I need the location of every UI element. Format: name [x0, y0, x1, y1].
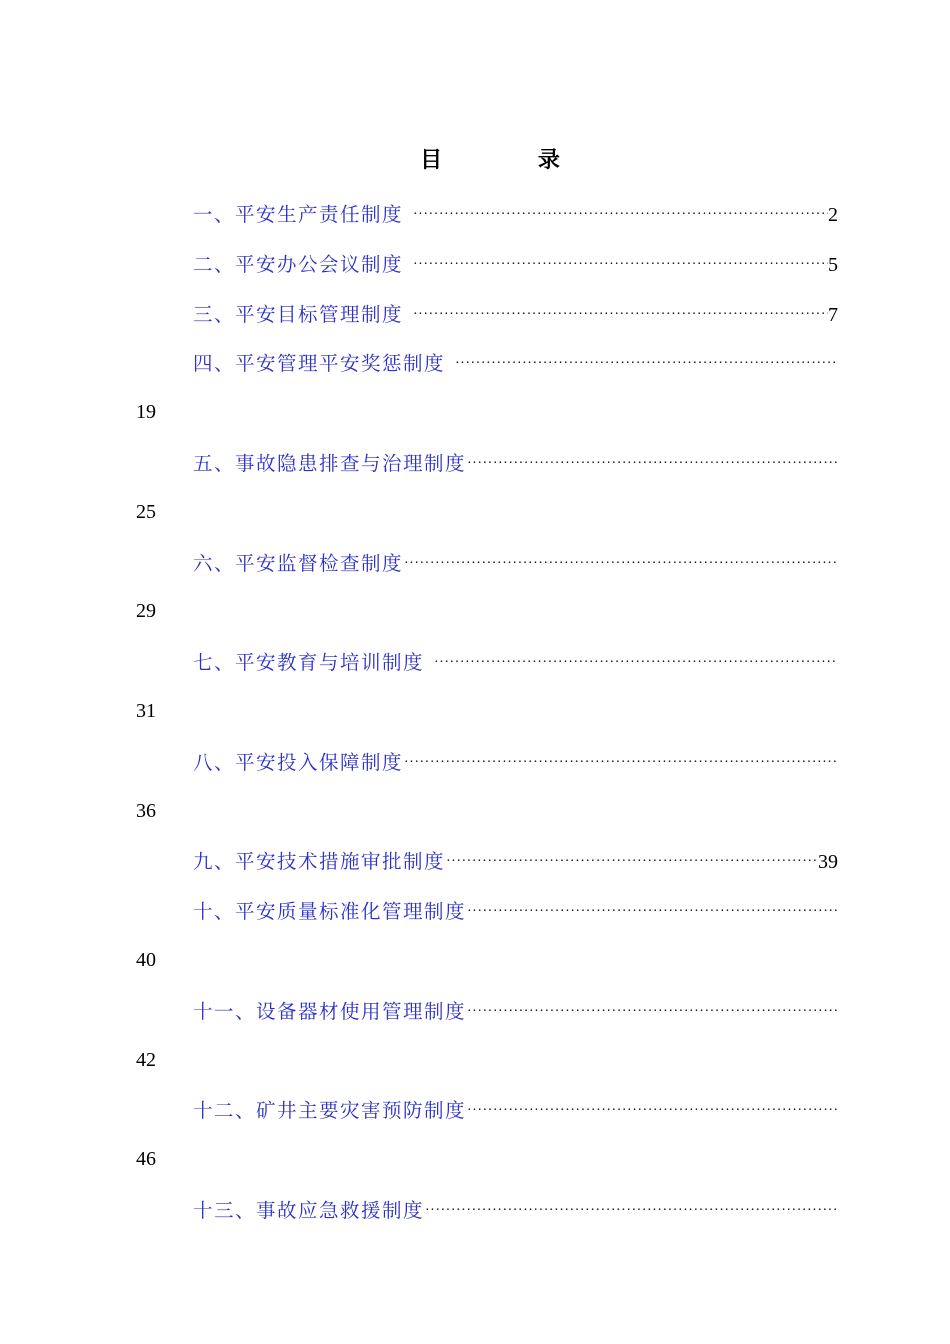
toc-row — [0, 790, 950, 840]
toc-page-number: 7 — [828, 303, 838, 326]
toc-page-number: 25 — [136, 500, 156, 523]
toc-dot-leader — [455, 354, 838, 374]
toc-list — [0, 192, 950, 1238]
toc-entry[interactable] — [193, 1194, 838, 1224]
toc-entry[interactable] — [193, 547, 838, 577]
toc-row — [0, 491, 950, 541]
toc-entry-label[interactable]: 五、事故隐患排查与治理制度 — [193, 451, 467, 475]
toc-entry[interactable] — [193, 995, 838, 1025]
toc-row — [0, 391, 950, 441]
toc-dot-leader — [467, 454, 838, 474]
toc-entry-label[interactable]: 二、平安办公会议制度 — [193, 252, 404, 276]
toc-row — [0, 889, 950, 939]
toc-entry[interactable] — [193, 845, 838, 875]
toc-entry[interactable] — [193, 447, 838, 477]
toc-entry-label[interactable]: 一、平安生产责任制度 — [193, 203, 404, 226]
toc-page-number: 40 — [136, 948, 156, 971]
toc-row — [0, 939, 950, 989]
toc-page-number: 29 — [136, 600, 156, 623]
toc-entry[interactable] — [193, 1094, 838, 1124]
toc-row — [0, 341, 950, 391]
toc-entry-label[interactable]: 十、平安质量标准化管理制度 — [193, 900, 467, 924]
toc-page-number: 46 — [136, 1148, 156, 1171]
toc-row — [0, 242, 950, 292]
toc-row — [0, 989, 950, 1039]
toc-entry[interactable] — [193, 746, 838, 776]
toc-entry-label[interactable]: 七、平安教育与培训制度 — [193, 651, 425, 675]
toc-row — [0, 1138, 950, 1188]
toc-entry-label[interactable]: 九、平安技术措施审批制度 — [193, 850, 446, 874]
toc-entry[interactable] — [193, 646, 838, 676]
toc-entry[interactable] — [193, 895, 838, 925]
toc-entry-label[interactable]: 六、平安监督检查制度 — [193, 551, 404, 575]
toc-row — [0, 740, 950, 790]
toc-page-number: 2 — [828, 204, 838, 226]
toc-dot-leader — [404, 554, 838, 574]
toc-page-number: 19 — [136, 401, 156, 424]
toc-dot-leader — [467, 1002, 838, 1022]
toc-entry-label[interactable]: 八、平安投入保障制度 — [193, 750, 404, 774]
toc-dot-leader — [467, 902, 838, 922]
toc-dot-leader — [446, 852, 818, 872]
toc-row — [0, 640, 950, 690]
toc-dot-leader — [404, 753, 838, 773]
toc-row — [0, 1188, 950, 1238]
toc-entry-label[interactable]: 四、平安管理平安奖惩制度 — [193, 352, 446, 376]
toc-entry-label[interactable]: 十三、事故应急救援制度 — [193, 1198, 425, 1222]
toc-page-number: 42 — [136, 1048, 156, 1071]
toc-dot-leader — [413, 255, 828, 275]
toc-row — [0, 839, 950, 889]
toc-row — [0, 192, 950, 242]
toc-dot-leader — [413, 205, 828, 225]
toc-dot-leader — [434, 653, 838, 673]
toc-entry-label[interactable]: 十二、矿井主要灾害预防制度 — [193, 1099, 467, 1123]
toc-row — [0, 1088, 950, 1138]
toc-entry[interactable] — [193, 198, 838, 228]
toc-entry[interactable] — [193, 248, 838, 278]
toc-row — [0, 690, 950, 740]
toc-dot-leader — [425, 1201, 838, 1221]
toc-row — [0, 590, 950, 640]
toc-page-number: 36 — [136, 799, 156, 822]
toc-row — [0, 441, 950, 491]
toc-page-number: 39 — [818, 851, 838, 874]
toc-entry[interactable] — [193, 347, 838, 377]
toc-page-number: 31 — [136, 699, 156, 722]
toc-entry-label[interactable]: 十一、设备器材使用管理制度 — [193, 999, 467, 1023]
toc-row — [0, 1039, 950, 1089]
toc-dot-leader — [413, 305, 828, 325]
toc-entry-label[interactable]: 三、平安目标管理制度 — [193, 302, 404, 326]
toc-page-number: 5 — [828, 253, 838, 276]
toc-row — [0, 292, 950, 342]
toc-dot-leader — [467, 1101, 838, 1121]
toc-entry[interactable] — [193, 298, 838, 328]
toc-row — [0, 541, 950, 591]
toc-title: 目 录 — [420, 148, 604, 173]
